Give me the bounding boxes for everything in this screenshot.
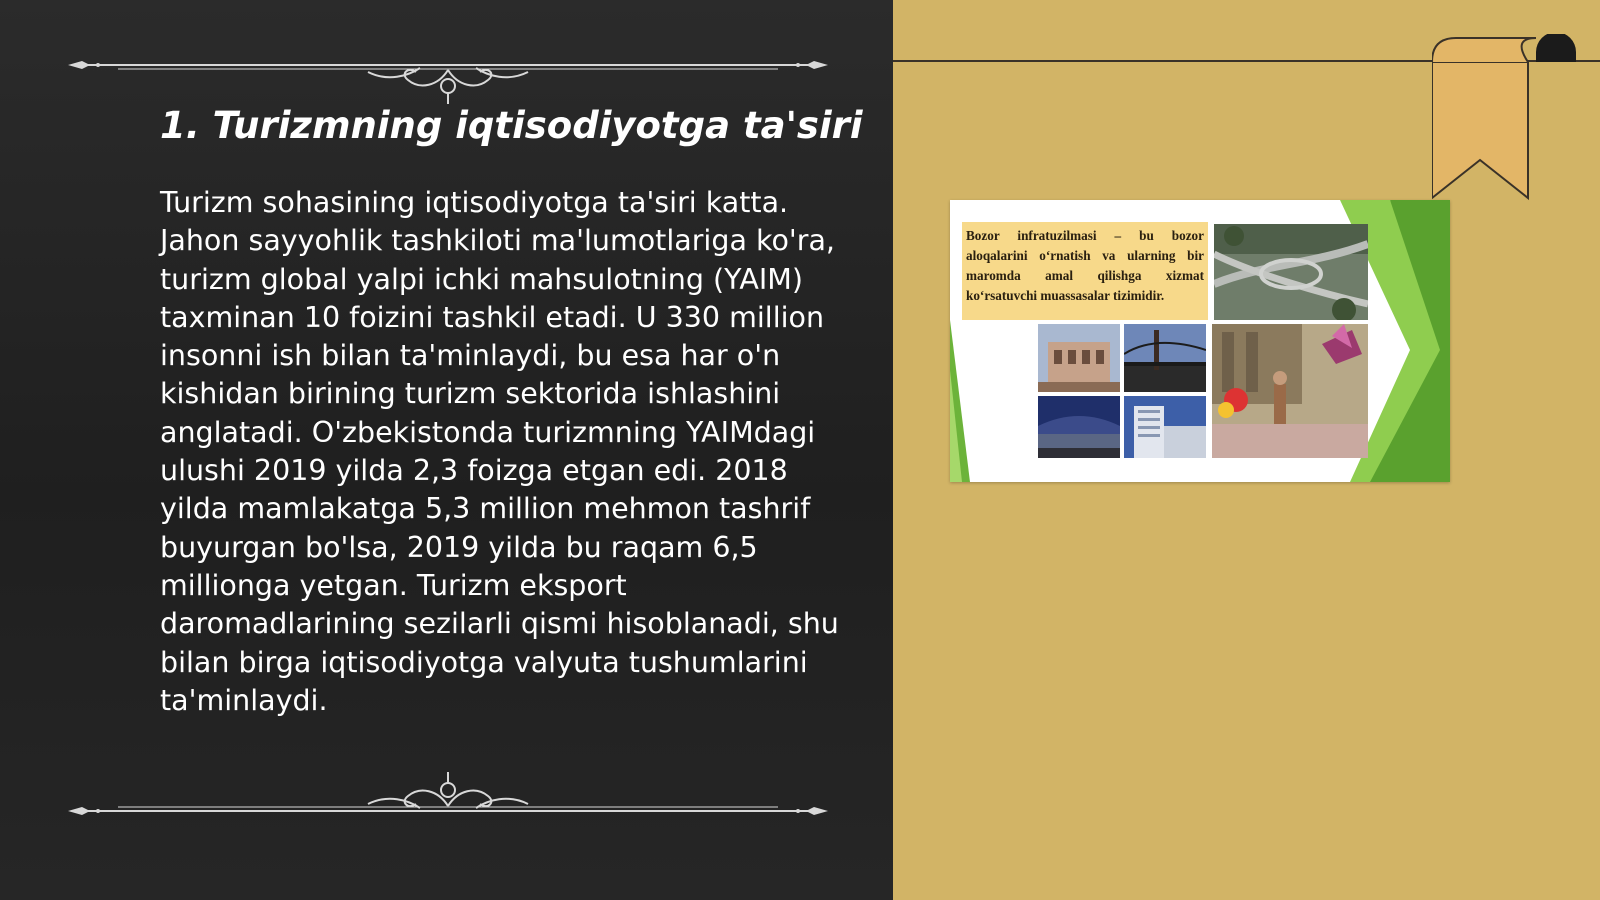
- highway-interchange-photo: [1214, 224, 1368, 320]
- office-building-photo: [1124, 396, 1206, 458]
- bottom-ornament-divider: [68, 770, 828, 830]
- top-ornament-divider: [68, 46, 828, 106]
- street-scene-photo: [1212, 324, 1368, 458]
- caption-box: Bozor infratuzilmasi – bu bozor aloqalarini o‘rnatish va ularning bir maromda amal qilishga xizmat ko‘rsatuvchi muassasalar tizimidir.: [962, 222, 1208, 320]
- building-photo: [1038, 324, 1120, 392]
- slide-body-text: Turizm sohasining iqtisodiyotga ta'siri katta. Jahon sayyohlik tashkiloti ma'lumotlariga ko'ra, turizm global yalpi ichki mahsulotning (YAIM) taxminan 10 foizini tashkil etadi. U 330 million insonni ish bilan ta'minlaydi, bu esa har o'n kishidan birining turizm sektorida ishlashini anglatadi. O'zbekistonda turizmning YAIMdagi ulushi 2019 yilda 2,3 foizga etgan edi. 2018 yilda mamlakatga 5,3 million mehmon tashrif buyurgan bo'lsa, 2019 yilda bu raqam 6,5 millionga yetgan. Turizm eksport daromadlarining sezilarli qismi hisoblanadi, shu bilan birga iqtisodiyotga valyuta tushumlarini ta'minlaydi.: [160, 186, 839, 717]
- bookmark-ribbon: [1432, 34, 1600, 204]
- train-station-photo: [1038, 396, 1120, 458]
- bridge-photo: [1124, 324, 1206, 392]
- infrastructure-picture: [950, 200, 1450, 482]
- slide-title: 1. Turizmning iqtisodiyotga ta'siri: [160, 104, 863, 147]
